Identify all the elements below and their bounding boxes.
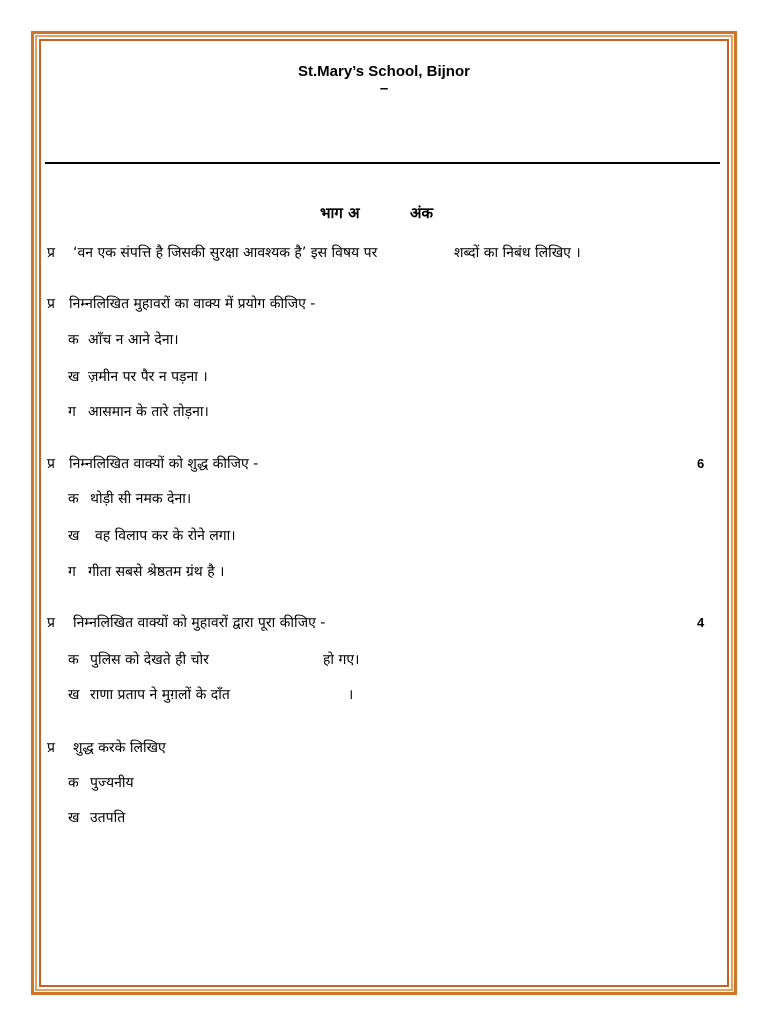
q4-text: निम्नलिखित वाक्यों को मुहावरों द्वारा पूरा कीजिए - <box>73 615 326 631</box>
q3-item-label: क <box>68 491 79 507</box>
q5-prefix: प्र <box>47 740 55 756</box>
q5-item-label: ख <box>68 810 80 826</box>
q4-item-label: क <box>68 652 79 668</box>
q2-item-label: ख <box>68 369 80 385</box>
q4-item-text-end: । <box>348 687 354 703</box>
section-part: भाग अ <box>320 204 360 222</box>
q2-text: निम्नलिखित मुहावरों का वाक्य में प्रयोग कीजिए - <box>69 296 316 312</box>
q1-text: ‘वन एक संपत्ति है जिसकी सुरक्षा आवश्यक है’ इस विषय पर <box>73 245 378 261</box>
q5-text: शुद्ध करके लिखिए <box>73 740 166 756</box>
header-rule <box>45 162 720 164</box>
q3-item-text: गीता सबसे श्रेष्ठतम ग्रंथ है । <box>88 564 225 580</box>
q1-prefix: प्र <box>47 245 55 261</box>
q2-item-text: आसमान के तारे तोड़ना। <box>88 404 209 420</box>
q4-item-text: राणा प्रताप ने मुग़लों के दाँत <box>90 687 230 703</box>
q3-item-text: थोड़ी सी नमक देना। <box>90 491 192 507</box>
q2-item-label: ग <box>68 404 76 420</box>
q4-marks: 4 <box>697 615 705 630</box>
q3-item-label: ग <box>68 564 76 580</box>
q1-text-end: शब्दों का निबंध लिखिए । <box>454 245 581 261</box>
q5-item-label: क <box>68 775 79 791</box>
q2-prefix: प्र <box>47 296 55 312</box>
q3-item-label: ख <box>68 528 80 544</box>
q5-item-text: पुज्यनीय <box>90 775 134 791</box>
q4-prefix: प्र <box>47 615 55 631</box>
q4-item-text: पुलिस को देखते ही चोर <box>90 652 209 668</box>
page-border-inner <box>39 39 729 987</box>
q2-item-text: ज़मीन पर पैर न पड़ना । <box>88 369 208 385</box>
header-dash: – <box>379 80 389 97</box>
q3-item-text: वह विलाप कर के रोने लगा। <box>95 528 236 544</box>
q2-item-label: क <box>68 332 79 348</box>
school-name: St.Mary’s School, Bijnor <box>298 63 470 80</box>
q5-item-text: उतपति <box>90 810 126 826</box>
q3-prefix: प्र <box>47 456 55 472</box>
section-marks-label: अंक <box>410 204 433 222</box>
q4-item-text-end: हो गए। <box>323 652 360 668</box>
q3-text: निम्नलिखित वाक्यों को शुद्ध कीजिए - <box>69 456 259 472</box>
q4-item-label: ख <box>68 687 80 703</box>
q2-item-text: आँच न आने देना। <box>88 332 179 348</box>
q3-marks: 6 <box>697 456 705 471</box>
